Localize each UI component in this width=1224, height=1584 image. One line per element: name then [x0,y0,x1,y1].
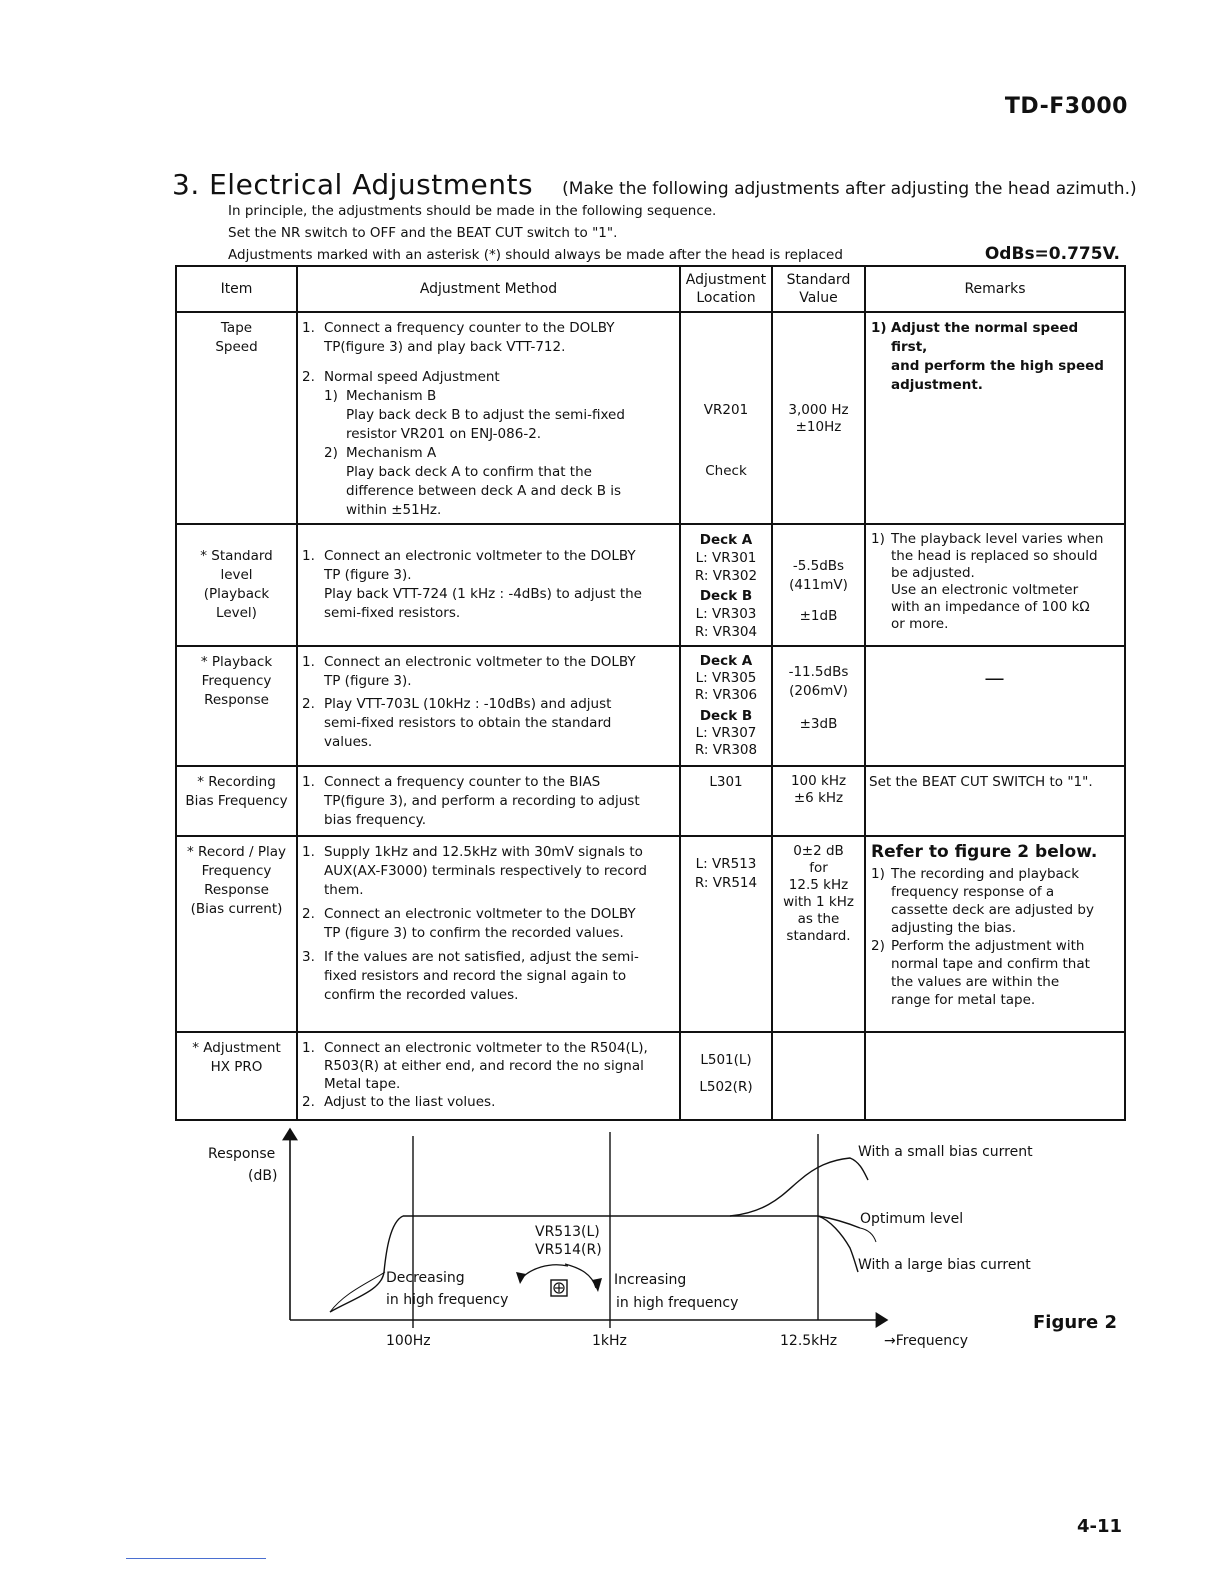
table-row [177,767,1124,837]
row-standard [773,1033,866,1119]
vr-label: VR514(R) [535,1242,602,1258]
row-item: Tape Speed [177,313,298,523]
row-location: Deck A L: VR301 R: VR302 Deck B L: VR303 R: VR304 [681,525,773,645]
curve-optimum-label: Optimum level [860,1211,964,1227]
row-remarks: 1) Adjust the normal speed first, and perform the high speed adjustment. [871,320,1104,393]
header-item: Item [177,267,298,311]
row-location: L301 [681,767,773,835]
header-location: Adjustment Location [681,267,773,311]
section-note: (Make the following adjustments after adjusting the head azimuth.) [562,179,1137,199]
header-standard: Standard Value [773,267,866,311]
row-location: L501(L) L502(R) [681,1033,773,1119]
section-heading [172,168,1137,201]
table-header [177,267,1124,313]
vr-label: VR513(L) [535,1224,600,1240]
row-location: L: VR513 R: VR514 [681,837,773,1031]
figure-2 [170,1122,1130,1362]
divider [126,1558,266,1559]
reference-level: OdBs=0.775V. [984,244,1120,264]
header-method: Adjustment Method [298,267,681,311]
ccw-arrow [520,1265,568,1280]
row-standard: 100 kHz ±6 kHz [773,767,866,835]
page-number: 4-11 [1076,1516,1122,1537]
header-remarks: Remarks [964,281,1026,297]
row-item: * Standard level (Playback Level) [177,525,298,645]
row-method: 1. Connect an electronic voltmeter to the DOLBY TP (figure 3). Play back VTT-724 (1 kHz : -4dBs) to adjust the semi-fixed resistors. [298,525,681,645]
row-standard: -5.5dBs (411mV) ±1dB [773,525,866,645]
x-tick-1khz: 1kHz [592,1333,627,1349]
intro-line: Adjustments marked with an asterisk (*) should always be made after the head is replaced [228,247,843,263]
cw-arrow [565,1264,596,1288]
curve-optimum [818,1216,860,1228]
table-row [177,837,1124,1033]
row-remarks: — [984,666,1005,690]
row-method: 1. Connect an electronic voltmeter to the R504(L), R503(R) at either end, and record the no signal Metal tape. 2. Adjust to the liast volues. [298,1033,681,1119]
row-remarks [866,1033,1124,1119]
curve-large-label: With a large bias current [858,1257,1031,1273]
low-rolloff-curve-2 [330,1272,385,1312]
row-location: Deck A L: VR305 R: VR306 Deck B L: VR307 R: VR308 [681,647,773,765]
table-row [177,647,1124,767]
row-standard: 3,000 Hz ±10Hz [773,313,866,523]
table-row [177,313,1124,525]
y-label-unit: (dB) [248,1168,278,1184]
row-remarks: 1) The playback level varies when the head is replaced so should be adjusted. Use an electronic voltmeter with an impedance of 100 kΩ or more. [871,531,1104,632]
decreasing-label: Decreasing [386,1270,465,1286]
x-label: →Frequency [884,1333,969,1349]
row-method: 1. Connect a frequency counter to the DOLBY TP(figure 3) and play back VTT-712. 2. Normal speed Adjustment 1) Mechanism B Play back deck B to adjust the semi-fixed resistor VR201 on ENJ-086-2. 2) Mechanism A Play back deck A to confirm that the difference between deck A and deck B is within ±51Hz. [298,313,681,523]
increasing-label: in high frequency [616,1295,739,1311]
decreasing-label: in high frequency [386,1292,509,1308]
row-item: * Record / Play Frequency Response (Bias current) [177,837,298,1031]
row-standard: 0±2 dB for 12.5 kHz with 1 kHz as the standard. [773,837,866,1031]
y-label: Response [208,1146,276,1162]
row-remarks: Refer to figure 2 below. 1) The recording and playback frequency response of a cassette deck are adjusted by adjusting the bias. 2) Perform the adjustment with normal tape and confirm that the values are within the range for metal tape. [866,837,1124,1031]
increasing-label: Increasing [614,1272,687,1288]
curve-small-label: With a small bias current [858,1144,1033,1160]
model-number: TD-F3000 [1004,94,1128,119]
adjustment-table [175,265,1126,1121]
row-item: * Recording Bias Frequency [177,767,298,835]
x-tick-100hz: 100Hz [386,1333,431,1349]
row-method: 1. Connect an electronic voltmeter to the DOLBY TP (figure 3). 2. Play VTT-703L (10kHz : -10dBs) and adjust semi-fixed resistors to obtain the standard values. [298,647,681,765]
curve-small-bias [730,1158,868,1216]
refer-heading: Refer to figure 2 below. [871,842,1098,862]
x-tick-12khz: 12.5kHz [780,1333,838,1349]
row-standard: -11.5dBs (206mV) ±3dB [773,647,866,765]
row-item: * Playback Frequency Response [177,647,298,765]
row-item: * Adjustment HX PRO [177,1033,298,1119]
row-remarks: Set the BEAT CUT SWITCH to "1". [869,774,1093,790]
intro-line: Set the NR switch to OFF and the BEAT CUT switch to "1". [228,225,618,241]
table-row [177,1033,1124,1119]
row-method: 1. Connect a frequency counter to the BIAS TP(figure 3), and perform a recording to adjust bias frequency. [298,767,681,835]
figure-caption: Figure 2 [1033,1312,1118,1333]
row-method: 1. Supply 1kHz and 12.5kHz with 30mV signals to AUX(AX-F3000) terminals respectively to record them. 2. Connect an electronic voltmeter to the DOLBY TP (figure 3) to confirm the recorded values. 3. If the values are not satisfied, adjust the semi- fixed resistors and record the signal again to confirm the recorded values. [298,837,681,1031]
table-row [177,525,1124,647]
intro-line: In principle, the adjustments should be made in the following sequence. [228,203,717,219]
row-location: VR201 Check [681,313,773,523]
section-title: 3. Electrical Adjustments [172,168,534,201]
